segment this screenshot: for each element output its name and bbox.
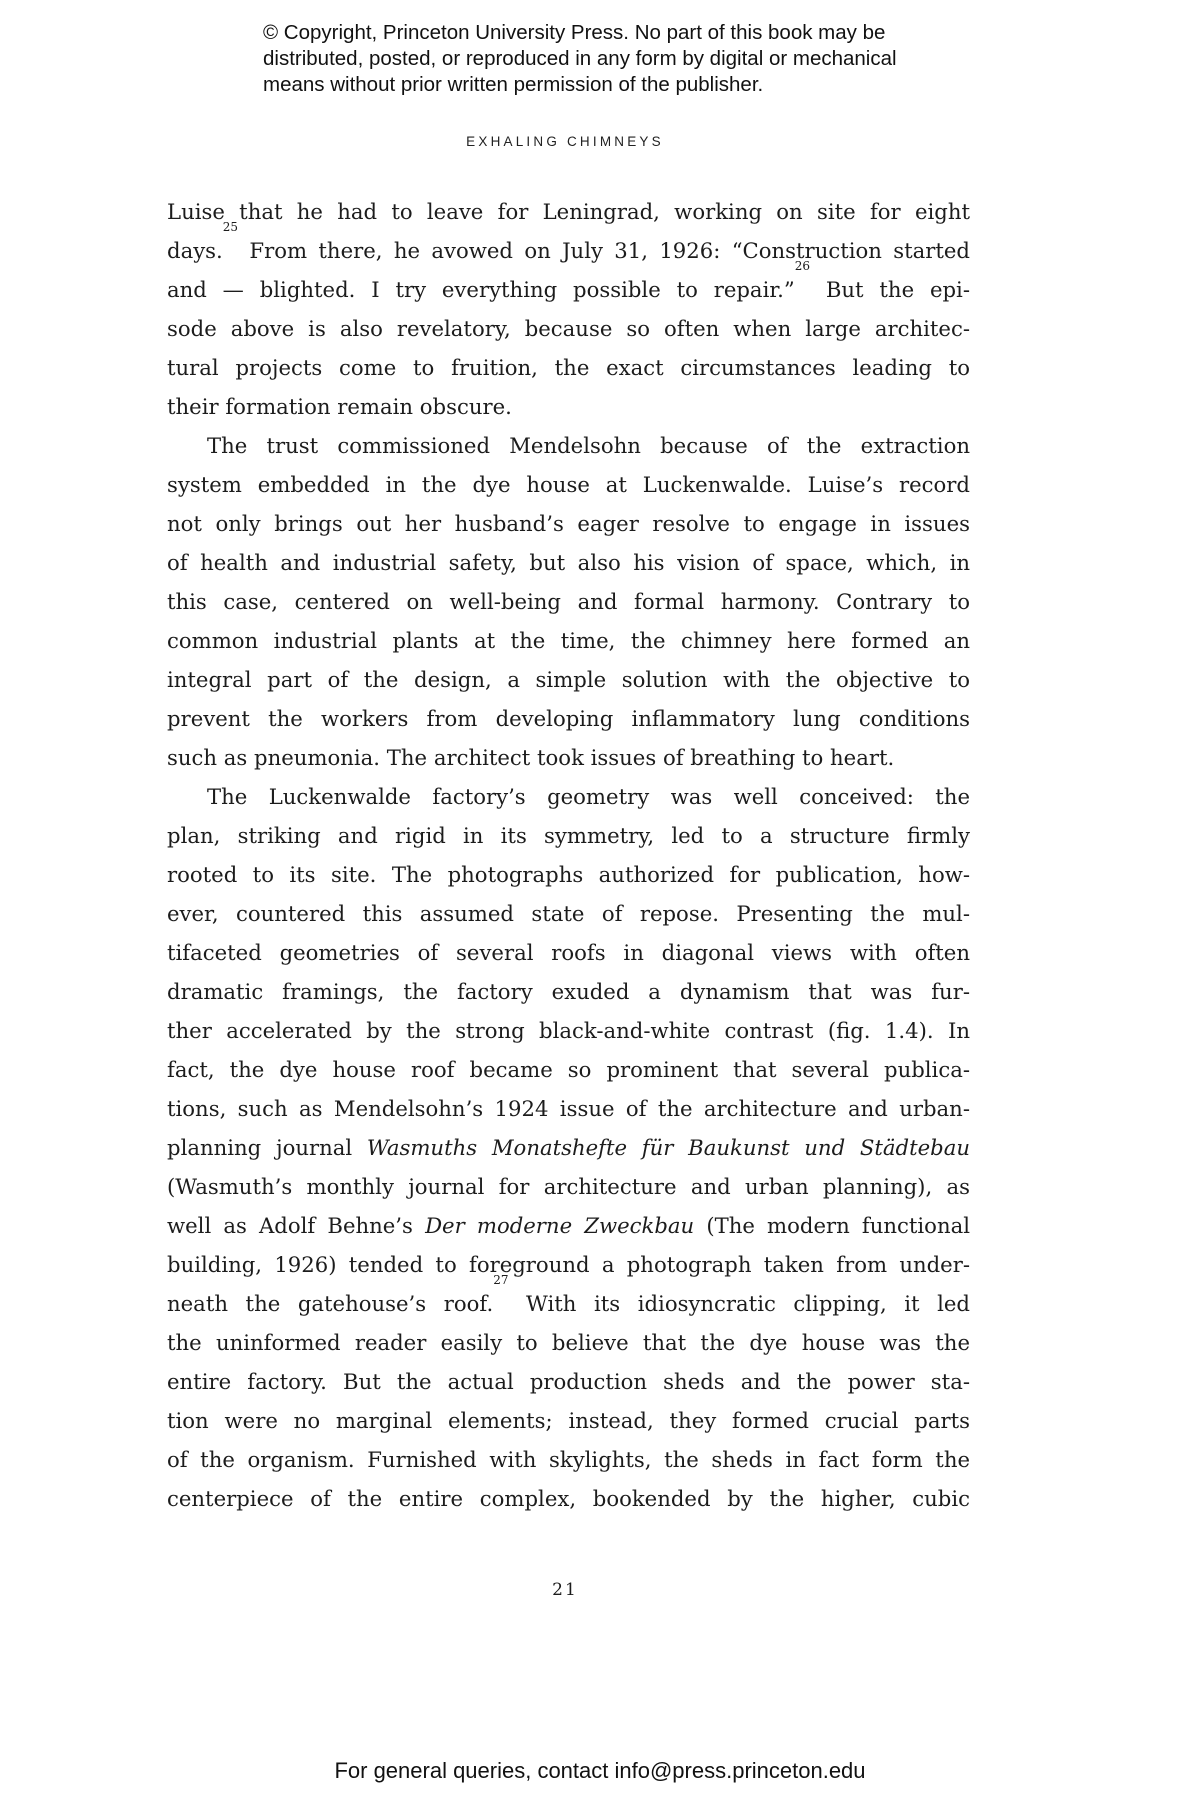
footnote-reference: 27 xyxy=(493,1273,509,1287)
line-text: tion were no marginal elements; instead, they formed crucial parts xyxy=(167,1408,970,1433)
text-line xyxy=(167,699,970,738)
body-text xyxy=(167,192,970,1518)
text-line xyxy=(167,1401,970,1440)
text-line xyxy=(167,777,970,816)
line-text: The trust commissioned Mendelsohn because of the extraction xyxy=(207,433,970,458)
line-text: ther accelerated by the strong black-and-white contrast (fig. 1.4). In xyxy=(167,1018,970,1043)
text-line xyxy=(167,738,970,777)
line-text: neath the gatehouse’s roof. xyxy=(167,1291,494,1316)
line-text: their formation remain obscure. xyxy=(167,394,512,419)
line-text: (Wasmuth’s monthly journal for architecture and urban planning), as xyxy=(167,1174,970,1199)
line-text: rooted to its site. The photographs authorized for publication, how- xyxy=(167,862,970,887)
line-text: not only brings out her husband’s eager resolve to engage in issues xyxy=(167,511,970,536)
line-text: prevent the workers from developing inflammatory lung conditions xyxy=(167,706,970,731)
text-line xyxy=(167,220,970,270)
line-text: such as pneumonia. The architect took issues of breathing to heart. xyxy=(167,745,895,770)
text-line xyxy=(167,1050,970,1089)
line-text: this case, centered on well-being and formal harmony. Contrary to xyxy=(167,589,970,614)
text-line xyxy=(167,1479,970,1518)
text-line xyxy=(167,543,970,582)
text-line xyxy=(167,192,970,231)
text-line xyxy=(167,855,970,894)
text-line xyxy=(167,660,970,699)
line-text: With its idiosyncratic clipping, it led xyxy=(508,1291,970,1316)
running-head: EXHALING CHIMNEYS xyxy=(466,134,664,149)
line-text: Luise that he had to leave for Leningrad, working on site for eight xyxy=(167,199,970,224)
line-text: and — blighted. I try everything possible to repair.” xyxy=(167,277,795,302)
text-line xyxy=(167,621,970,660)
line-text: centerpiece of the entire complex, bookended by the higher, cubic xyxy=(167,1486,970,1511)
line-text: of health and industrial safety, but also his vision of space, which, in xyxy=(167,550,970,575)
text-line xyxy=(167,309,970,348)
text-line xyxy=(167,1011,970,1050)
text-line xyxy=(167,894,970,933)
page-number: 21 xyxy=(552,1580,578,1600)
text-line xyxy=(167,582,970,621)
line-text: From there, he avowed on July 31, 1926: “Construction started xyxy=(238,238,970,263)
line-text: entire factory. But the actual production sheds and the power sta- xyxy=(167,1369,970,1394)
line-text: tions, such as Mendelsohn’s 1924 issue of the architecture and urban- xyxy=(167,1096,970,1121)
text-line xyxy=(167,504,970,543)
text-line xyxy=(167,1206,970,1245)
line-text: plan, striking and rigid in its symmetry, led to a structure firmly xyxy=(167,823,970,848)
line-text: But the epi- xyxy=(810,277,970,302)
line-text: tural projects come to fruition, the exact circumstances leading to xyxy=(167,355,970,380)
line-text: days. xyxy=(167,238,223,263)
copyright-line: distributed, posted, or reproduced in any form by digital or mechanical xyxy=(263,47,897,70)
line-text: sode above is also revelatory, because so often when large architec- xyxy=(167,316,970,341)
line-text: (The modern functional xyxy=(694,1213,970,1238)
line-text: The Luckenwalde factory’s geometry was well conceived: the xyxy=(207,784,970,809)
copyright-line: © Copyright, Princeton University Press. No part of this book may be xyxy=(263,21,886,44)
text-line xyxy=(167,465,970,504)
line-text: of the organism. Furnished with skylights, the sheds in fact form the xyxy=(167,1447,970,1472)
footnote-reference: 25 xyxy=(222,220,239,234)
text-line xyxy=(167,1089,970,1128)
text-line xyxy=(167,1273,970,1323)
line-text: the uninformed reader easily to believe that the dye house was the xyxy=(167,1330,970,1355)
italic-title: Der moderne Zweckbau xyxy=(425,1213,695,1238)
line-text: fact, the dye house roof became so prominent that several publica- xyxy=(167,1057,970,1082)
footer-contact: For general queries, contact info@press.princeton.edu xyxy=(334,1758,866,1783)
line-text: ever, countered this assumed state of repose. Presenting the mul- xyxy=(167,901,970,926)
text-line xyxy=(167,933,970,972)
line-text: dramatic framings, the factory exuded a dynamism that was fur- xyxy=(167,979,970,1004)
line-text: building, 1926) tended to foreground a photograph taken from under- xyxy=(167,1252,970,1277)
footnote-reference: 26 xyxy=(794,259,810,273)
text-line xyxy=(167,1128,970,1167)
line-text: integral part of the design, a simple solution with the objective to xyxy=(167,667,970,692)
line-text: system embedded in the dye house at Luckenwalde. Luise’s record xyxy=(167,472,970,497)
line-text: common industrial plants at the time, the chimney here formed an xyxy=(167,628,970,653)
text-line xyxy=(167,816,970,855)
text-line xyxy=(167,259,970,309)
italic-title: Wasmuths Monatshefte für Baukunst und Städtebau xyxy=(366,1135,971,1160)
copyright-notice xyxy=(263,20,1023,98)
line-text: planning journal xyxy=(167,1135,367,1160)
text-line xyxy=(167,1440,970,1479)
text-line xyxy=(167,1167,970,1206)
text-line xyxy=(167,348,970,387)
text-line xyxy=(167,387,970,426)
copyright-line: means without prior written permission of the publisher. xyxy=(263,73,764,96)
text-line xyxy=(167,1323,970,1362)
line-text: well as Adolf Behne’s xyxy=(167,1213,426,1238)
text-line xyxy=(167,1245,970,1284)
line-text: tifaceted geometries of several roofs in diagonal views with often xyxy=(167,940,970,965)
text-line xyxy=(167,972,970,1011)
text-line xyxy=(167,426,970,465)
text-line xyxy=(167,1362,970,1401)
